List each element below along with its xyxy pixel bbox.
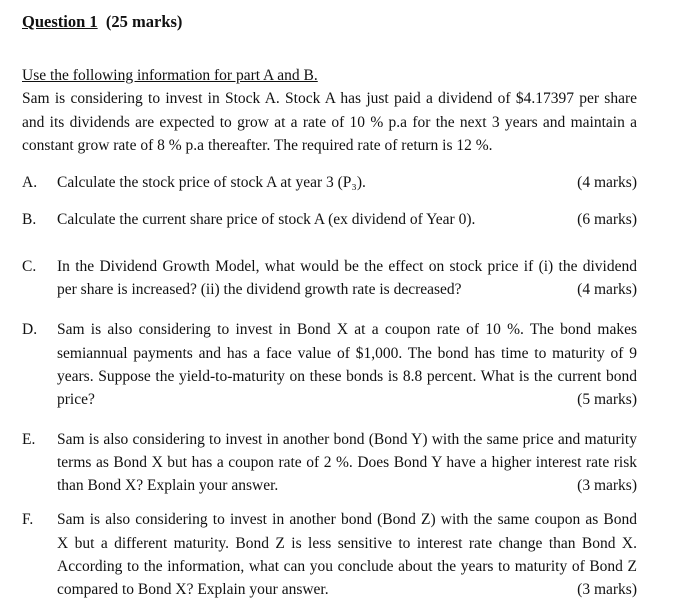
intro-line: and its dividends are expected to grow at a rate of 10 % p.a for the next 3 years and maintain a — [22, 113, 637, 131]
part-text-line: terms as Bond X but has a coupon rate of 2 %. Does Bond Y have a higher interest rate risk — [57, 453, 637, 471]
intro-block — [22, 64, 637, 157]
part-text-line: According to the information, what can you conclude about the years to maturity of Bond Z — [57, 558, 637, 576]
part-text-line: years. Suppose the yield-to-maturity on these bonds is 8.8 percent. What is the current bond — [57, 367, 637, 385]
part-text-line: than Bond X? Explain your answer. — [57, 477, 279, 495]
part-letter: C. — [22, 257, 37, 275]
part-text-line: Calculate the stock price of stock A at year 3 (P₃). — [57, 174, 366, 192]
question-part-c — [22, 255, 637, 302]
part-text-line: Sam is also considering to invest in another bond (Bond Z) with the same coupon as Bond — [57, 511, 637, 529]
part-marks: (5 marks) — [577, 391, 637, 409]
part-marks: (4 marks) — [577, 174, 637, 192]
part-text-line: per share is increased? (ii) the dividend growth rate is decreased? — [57, 281, 462, 299]
part-text-line: In the Dividend Growth Model, what would be the effect on stock price if (i) the dividend — [57, 257, 637, 275]
question-part-e — [22, 428, 637, 498]
part-letter: E. — [22, 430, 36, 448]
part-letter: D. — [22, 321, 38, 339]
part-text-line: Sam is also considering to invest in another bond (Bond Y) with the same price and maturity — [57, 430, 637, 448]
intro-line: constant grow rate of 8 % p.a thereafter. The required rate of return is 12 %. — [22, 136, 493, 154]
question-title — [22, 12, 182, 32]
part-letter: F. — [22, 511, 34, 529]
part-text-line: X but a different maturity. Bond Z is less sensitive to interest rate change than Bond X. — [57, 534, 637, 552]
part-marks: (4 marks) — [577, 281, 637, 299]
part-marks: (3 marks) — [577, 477, 637, 495]
question-marks: (25 marks) — [105, 12, 183, 31]
part-marks: (6 marks) — [577, 211, 637, 229]
question-part-a — [22, 171, 637, 194]
part-text-line: Sam is also considering to invest in Bond X at a coupon rate of 10 %. The bond makes — [57, 321, 637, 339]
part-text-line: semiannual payments and has a face value of $1,000. The bond has time to maturity of 9 — [57, 344, 637, 362]
part-letter: A. — [22, 174, 38, 192]
question-body — [22, 64, 637, 602]
part-marks: (3 marks) — [577, 581, 637, 599]
part-text-line: price? — [57, 391, 95, 409]
part-text-line: Calculate the current share price of stock A (ex dividend of Year 0). — [57, 211, 476, 229]
question-parts — [22, 171, 637, 601]
part-text-line: compared to Bond X? Explain your answer. — [57, 581, 329, 599]
question-part-d — [22, 318, 637, 411]
question-label: Question 1 — [22, 12, 98, 31]
question-part-b — [22, 208, 637, 231]
intro-heading: Use the following information for part A and B. — [22, 67, 318, 84]
question-part-f — [22, 508, 637, 601]
intro-line: Sam is considering to invest in Stock A. Stock A has just paid a dividend of $4.17397 per share — [22, 90, 637, 108]
part-letter: B. — [22, 211, 37, 229]
